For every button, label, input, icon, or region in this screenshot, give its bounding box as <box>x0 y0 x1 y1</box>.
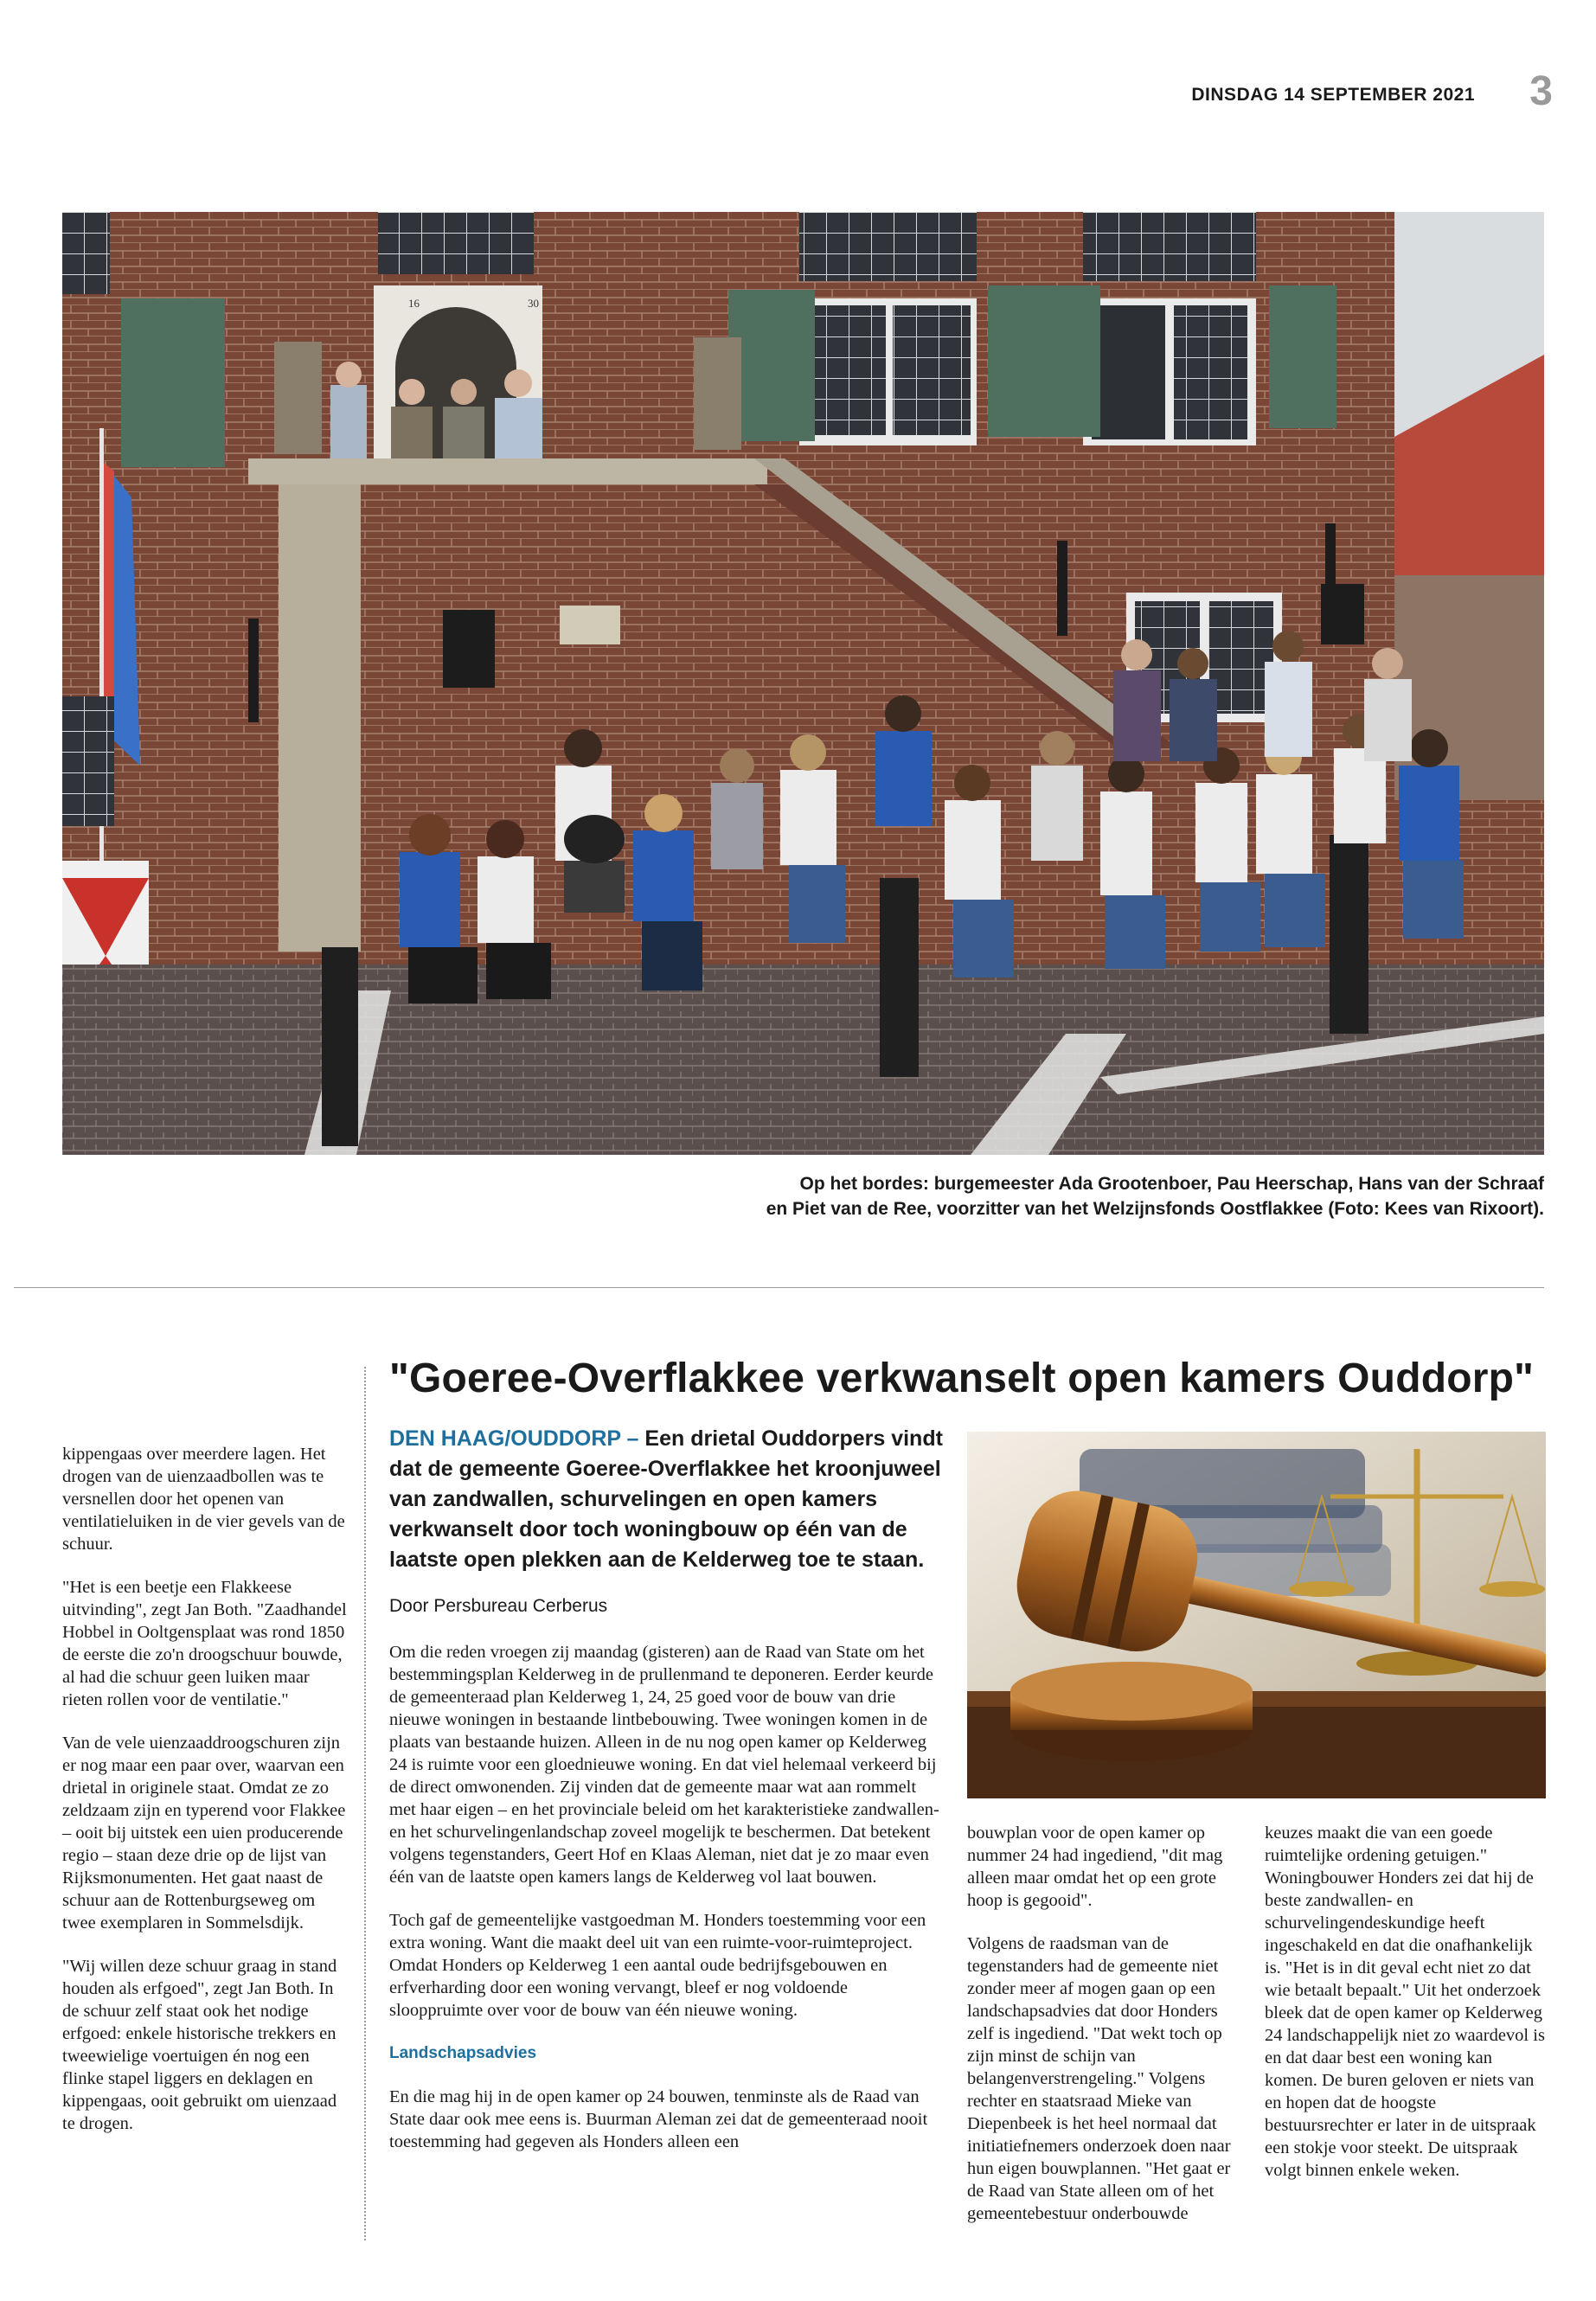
article-paragraph: En die mag hij in de open kamer op 24 bouwen, tenminste als de Raad van State daar ook mee eens is. Buurman Aleman zei dat de gemeenteraad nooit toestemming had gegeven als Honders alleen een <box>389 2087 928 2151</box>
article-intro <box>389 1424 943 1575</box>
article-paragraph: Volgens de raadsman van de tegenstanders had de gemeente niet zonder meer af mogen gaan op een landschapsadvies dat door Honders zelf is ingediend. "Dat wekt toch op zijn minst de schijn van belangenverstrengeling." Volgens rechter en staatsraad Mieke van Diepenbeek is het heel normaal dat initiatiefnemers onderzoek doen naar hun eigen bouwplannen. "Het gaat er de Raad van State alleen om of het gemeentebestuur onderbouwde <box>967 1934 1231 2223</box>
article-subhead: Landschapsadvies <box>389 2044 537 2062</box>
left-paragraph: kippengaas over meerdere lagen. Het drogen van de uienzaadbollen was te versnellen door het openen van ventilatieluiken in de vier gevels van de schuur. <box>62 1445 345 1554</box>
facade-year-right: 30 <box>528 297 539 310</box>
photo-caption <box>333 1171 1544 1221</box>
article-paragraph: bouwplan voor de open kamer op nummer 24 had ingediend, "dit mag alleen maar omdat het op een grote hoop is gegooid". <box>967 1823 1223 1910</box>
article-intro-text: Een drietal Ouddorpers vindt dat de gemeente Goeree-Overflakkee het kroonjuweel van zandwallen, schurvelingen en open kamers verkwanselt door toch woningbouw op één van de laatste open plekken aan de Kelderweg toe te staan. <box>389 1426 943 1572</box>
article-headline: "Goeree-Overflakkee verkwanselt open kamers Ouddorp" <box>389 1356 1535 1401</box>
left-paragraph: "Wij willen deze schuur graag in stand houden als erfgoed", zegt Jan Both. In de schuur zelf staat ook het nodige erfgoed: enkele historische trekkers en tweewielige voertuigen én nog een flinke stapel liggers en deklagen en kippengaas, ooit gebruikt om uienzaad te drogen. <box>62 1957 337 2133</box>
photo-caption-line2: en Piet van de Ree, voorzitter van het Welzijnsfonds Oostflakkee (Foto: Kees van Rixoort). <box>766 1199 1544 1219</box>
photo-caption-line1: Op het bordes: burgemeester Ada Grootenboer, Pau Heerschap, Hans van der Schraaf <box>799 1174 1544 1194</box>
article-column-4 <box>1265 1822 1546 2202</box>
facade-year-left: 16 <box>408 297 420 310</box>
left-paragraph: "Het is een beetje een Flakkeese uitvinding", zegt Jan Both. "Zaadhandel Hobbel in Ooltgensplaat was rond 1850 de eerste die zo'n droogschuur bouwde, al had die schuur geen luiken maar rieten rollen voor de ventilatie." <box>62 1578 347 1709</box>
column-rule <box>364 1367 366 2240</box>
left-paragraph: Van de vele uienzaaddroogschuren zijn er nog maar een paar over, waarvan een drietal in originele staat. Omdat ze zo zeldzaam zijn en typerend voor Flakkee – ooit bij uitstek een uien producerende regio – staan deze drie op de lijst van Rijksmonumenten. Het gaat naast de schuur aan de Rottenburgseweg om twee exemplaren in Sommelsdijk. <box>62 1734 346 1932</box>
gavel-image <box>967 1432 1546 1798</box>
left-column <box>62 1443 348 2156</box>
article-paragraph: Toch gaf de gemeentelijke vastgoedman M. Honders toestemming voor een extra woning. Want die maakt deel uit van een ruimte-voor-ruimteproject. Omdat Honders op Kelderweg 1 een aantal oude bedrijfsgebouwen en erfverharding door een woning vervangt, bleef er nog voldoende slooppruimte over voor de bouw van één nieuwe woning. <box>389 1911 926 2020</box>
article-main-column <box>389 1424 943 2174</box>
section-divider <box>14 1287 1544 1288</box>
article-dateline: DEN HAAG/OUDDORP – <box>389 1426 639 1451</box>
page-number: 3 <box>1529 68 1553 114</box>
article-paragraph: Om die reden vroegen zij maandag (gisteren) aan de Raad van State om het bestemmingsplan Kelderweg in de prullenmand te deponeren. Eerder keurde de gemeenteraad plan Kelderweg 1, 24, 25 goed voor de bouw van drie nieuwe woningen in bestaande lintbebouwing. Twee woningen komen in de plaats van bestaande huizen. Alleen in de nu nog open kamer op Kelderweg 24 is ruimte voor een gloednieuwe woning. En dat viel helemaal verkeerd bij de direct omwonenden. Zij vinden dat de gemeente maar wat aan rommelt met haar eigen – en het provinciale beleid om het karakteristieke zandwallen- en het schurvelingenlandschap zoveel mogelijk te beschermen. Dat betekent volgens tegenstanders, Geert Hof en Klaas Aleman, niet dat je zo maar even één van de laatste open kamers langs de Kelderweg vol laat bouwen. <box>389 1643 939 1887</box>
article-paragraph: keuzes maakt die van een goede ruimtelijke ordening getuigen." Woningbouwer Honders zei dat hij de beste zandwallen- en schurvelingendeskundige heeft ingeschakeld en dat die onafhankelijk is. "Het is in dit geval echt niet zo dat wie betaalt bepaalt." Uit het onderzoek bleek dat de open kamer op Kelderweg 24 landschappelijk niet zo waardevol is en dat daar best een woning kan komen. De buren geloven er niets van en hopen dat de hoogste bestuursrechter er later in de uitspraak een stokje voor steekt. De uitspraak volgt binnen enkele weken. <box>1265 1823 1545 2180</box>
header-date: DINSDAG 14 SEPTEMBER 2021 <box>1191 85 1475 105</box>
article-column-3 <box>967 1822 1248 2246</box>
gavel-illustration <box>967 1432 1546 1798</box>
article-byline: Door Persbureau Cerberus <box>389 1596 608 1616</box>
band-photo-illustration <box>62 212 1544 1155</box>
band-photo <box>62 212 1544 1155</box>
